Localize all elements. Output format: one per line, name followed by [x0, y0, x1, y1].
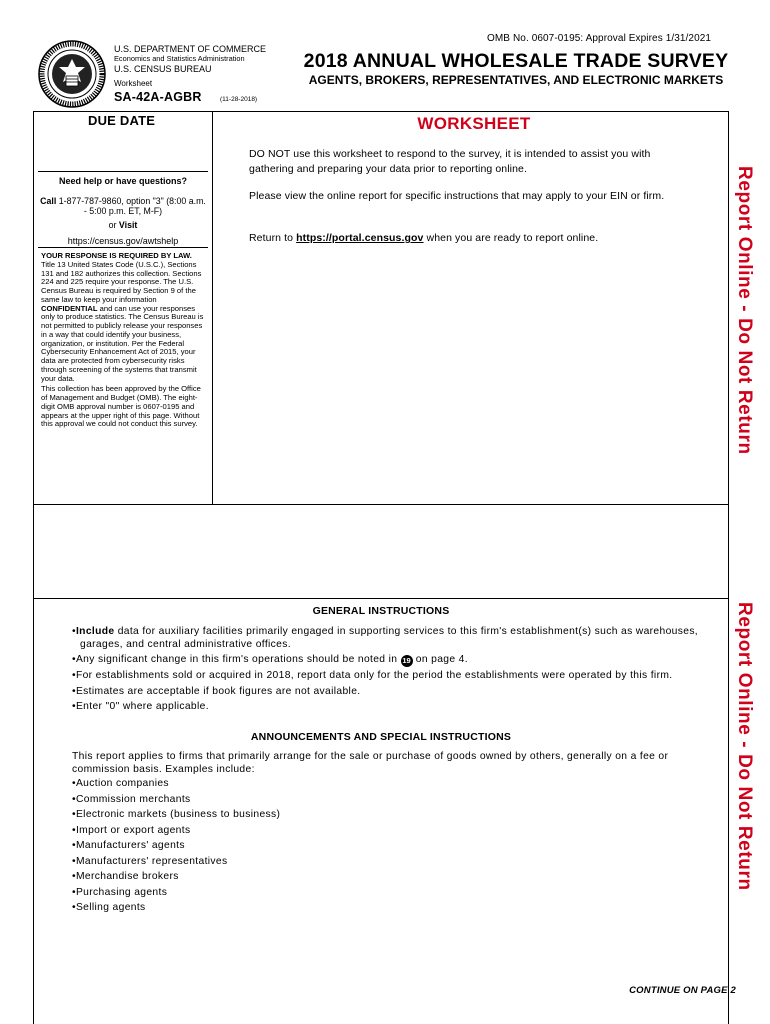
- divider: [38, 171, 208, 172]
- dept-name: U.S. DEPARTMENT OF COMMERCE: [114, 44, 267, 54]
- commerce-seal-icon: [38, 40, 106, 108]
- dept-bureau: U.S. CENSUS BUREAU: [114, 64, 212, 74]
- section-divider: [33, 504, 729, 505]
- list-item: [72, 626, 702, 651]
- general-instructions-list: [72, 626, 702, 717]
- worksheet-warning: DO NOT use this worksheet to respond to the survey, it is intended to assist you with gathering and preparing your data prior to reporting online.: [249, 148, 651, 175]
- list-item: • Auction companies: [72, 778, 702, 791]
- list-item: • Purchasing agents: [72, 887, 702, 900]
- form-number: SA-42A-AGBR: [114, 90, 202, 104]
- list-item: • Electronic markets (business to business): [72, 809, 702, 822]
- dept-admin: Economics and Statistics Administration: [114, 54, 245, 63]
- legal-paragraph: [41, 252, 207, 383]
- legal-confidential: CONFIDENTIAL: [41, 303, 98, 313]
- announcements-list: [72, 778, 702, 918]
- column-divider: [212, 111, 213, 504]
- list-item: • Selling agents: [72, 902, 702, 915]
- survey-title: 2018 ANNUAL WHOLESALE TRADE SURVEY: [303, 50, 729, 72]
- item-text: Any significant change in this firm's operations should be noted in: [75, 654, 398, 665]
- return-post: when you are ready to report online.: [426, 232, 599, 244]
- due-date-label: DUE DATE: [88, 113, 156, 128]
- item-text: on page 4.: [415, 654, 468, 665]
- general-instructions-heading: GENERAL INSTRUCTIONS: [312, 605, 450, 617]
- section-divider: [33, 598, 729, 599]
- worksheet-heading: WORKSHEET: [417, 114, 531, 133]
- legal-text: Title 13 United States Code (U.S.C.), Sections 131 and 182 authorizes this collection. Sections 224 and 225 require your response. The U.S. Census Bureau is required by Section 9 of the same law to keep your information: [41, 259, 202, 304]
- help-heading: Need help or have questions?: [58, 176, 188, 186]
- list-item: • Merchandise brokers: [72, 871, 702, 884]
- omb-approval: OMB No. 0607-0195: Approval Expires 1/31/2021: [487, 33, 712, 44]
- help-url-link[interactable]: https://census.gov/awtshelp: [67, 236, 179, 246]
- worksheet-instructions: Please view the online report for specific instructions that may apply to your EIN or firm.: [249, 190, 665, 202]
- help-call: [38, 196, 208, 216]
- department-block: [114, 44, 266, 89]
- continue-note: CONTINUE ON PAGE 2: [629, 985, 736, 996]
- survey-subtitle: AGENTS, BROKERS, REPRESENTATIVES, AND ELECTRONIC MARKETS: [308, 73, 724, 87]
- help-visit: [38, 220, 208, 230]
- call-label: Call: [40, 196, 57, 206]
- list-item: • Commission merchants: [72, 794, 702, 807]
- portal-link[interactable]: https://portal.census.gov: [296, 232, 424, 244]
- list-item: • Manufacturers' representatives: [72, 856, 702, 869]
- announcements-intro: This report applies to firms that primarily arrange for the sale or purchase of goods owned by others, generally on a fee or commission basis. Examples include:: [72, 751, 669, 775]
- list-item: [72, 686, 702, 699]
- worksheet-return: [249, 231, 689, 246]
- item-text: Estimates are acceptable if book figures are not available.: [75, 685, 361, 697]
- legal-required: YOUR RESPONSE IS REQUIRED BY LAW.: [41, 251, 192, 260]
- list-item: [72, 654, 702, 667]
- call-text: 1-877-787-9860, option "3" (8:00 a.m. - 5:00 p.m. ET, M-F): [58, 196, 206, 216]
- item-number-badge: 19: [402, 656, 411, 665]
- legal-text: and can use your responses only to produce statistics. The Census Bureau is not permitted to publicly release your responses in a way that could identify your business, organization, or institution. Per the Federal Cybersecurity Enhancement Act of 2015, your data are protected from cybersecurity risks through screening of the systems that transmit your data.: [41, 303, 204, 383]
- item-text: data for auxiliary facilities primarily engaged in supporting services to this firm's establishment(s) such as warehouses, garages, and central administrative offices.: [80, 626, 699, 650]
- item-text: For establishments sold or acquired in 2018, report data only for the period the establishments were operated by this firm.: [75, 670, 673, 681]
- list-item: • Import or export agents: [72, 825, 702, 838]
- visit-label: Visit: [118, 220, 138, 230]
- list-item: [72, 670, 702, 683]
- include-label: Include: [75, 626, 115, 637]
- list-item: • Manufacturers' agents: [72, 840, 702, 853]
- list-item: [72, 701, 702, 714]
- item-text: Enter "0" where applicable.: [75, 701, 209, 712]
- form-date: (11-28-2018): [220, 96, 258, 103]
- worksheet-label: Worksheet: [114, 79, 153, 88]
- side-banner: Report Online - Do Not Return: [734, 166, 755, 455]
- side-banner: Report Online - Do Not Return: [734, 602, 755, 891]
- return-pre: Return to: [249, 232, 294, 244]
- divider: [38, 247, 208, 248]
- omb-paragraph: This collection has been approved by the Office of Management and Budget (OMB). The eight-digit OMB approval number is 0607-0195 and appears at the upper right of this page. Without this approval we could not conduct this survey.: [41, 384, 201, 429]
- legal-notice: [41, 252, 207, 431]
- or-label: or: [108, 220, 117, 230]
- announcements-heading: ANNOUNCEMENTS AND SPECIAL INSTRUCTIONS: [250, 731, 512, 743]
